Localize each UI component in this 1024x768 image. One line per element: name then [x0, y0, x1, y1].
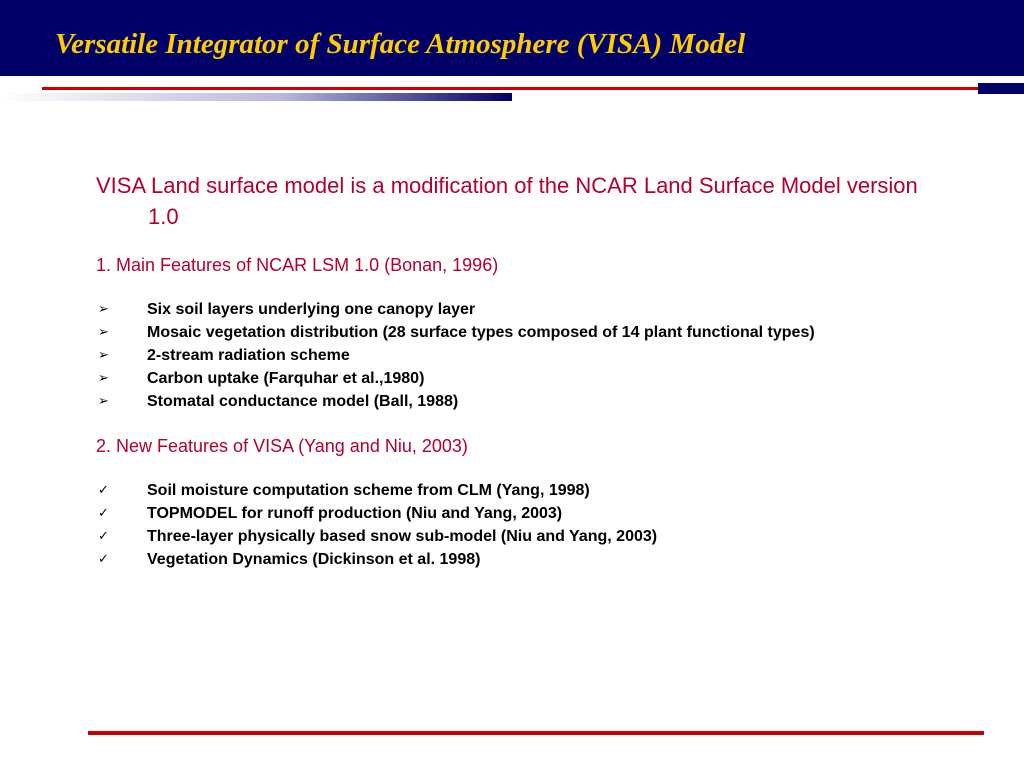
section-2-list — [96, 479, 945, 571]
list-item — [96, 344, 945, 367]
list-item-text: Carbon uptake (Farquhar et al.,1980) — [147, 370, 425, 387]
gradient-bar — [0, 93, 512, 101]
intro-text: VISA Land surface model is a modification of the NCAR Land Surface Model version 1.0 — [96, 173, 918, 229]
list-item — [96, 479, 945, 502]
section-2-heading: 2. New Features of VISA (Yang and Niu, 2003) — [96, 436, 468, 456]
list-item — [96, 321, 945, 344]
arrow-bullet-icon: ➢ — [98, 394, 109, 409]
list-item — [96, 525, 945, 548]
list-item — [96, 367, 945, 390]
bottom-red-rule — [88, 731, 984, 735]
list-item-text: Three-layer physically based snow sub-model (Niu and Yang, 2003) — [147, 528, 658, 545]
arrow-bullet-icon: ➢ — [98, 302, 109, 317]
checkmark-bullet-icon: ✓ — [98, 552, 109, 567]
list-item-text: Soil moisture computation scheme from CLM (Yang, 1998) — [147, 482, 590, 499]
list-item — [96, 390, 945, 413]
checkmark-bullet-icon: ✓ — [98, 506, 109, 521]
checkmark-bullet-icon: ✓ — [98, 529, 109, 544]
list-item-text: TOPMODEL for runoff production (Niu and Yang, 2003) — [147, 505, 563, 522]
section-1-heading: 1. Main Features of NCAR LSM 1.0 (Bonan, 1996) — [96, 255, 499, 275]
arrow-bullet-icon: ➢ — [98, 371, 109, 386]
navy-accent-block — [978, 83, 1024, 94]
list-item — [96, 298, 945, 321]
list-item-text: Vegetation Dynamics (Dickinson et al. 1998) — [147, 551, 481, 568]
slide-content — [96, 170, 945, 571]
list-item — [96, 502, 945, 525]
top-red-rule — [42, 87, 978, 90]
arrow-bullet-icon: ➢ — [98, 348, 109, 363]
checkmark-bullet-icon: ✓ — [98, 483, 109, 498]
list-item-text: Mosaic vegetation distribution (28 surface types composed of 14 plant functional types) — [147, 324, 815, 341]
list-item-text: 2-stream radiation scheme — [147, 347, 350, 364]
list-item-text: Six soil layers underlying one canopy layer — [147, 301, 476, 318]
arrow-bullet-icon: ➢ — [98, 325, 109, 340]
list-item-text: Stomatal conductance model (Ball, 1988) — [147, 393, 459, 410]
section-1-list — [96, 298, 945, 413]
list-item — [96, 548, 945, 571]
slide-title: Versatile Integrator of Surface Atmosphere (VISA) Model — [55, 28, 746, 60]
